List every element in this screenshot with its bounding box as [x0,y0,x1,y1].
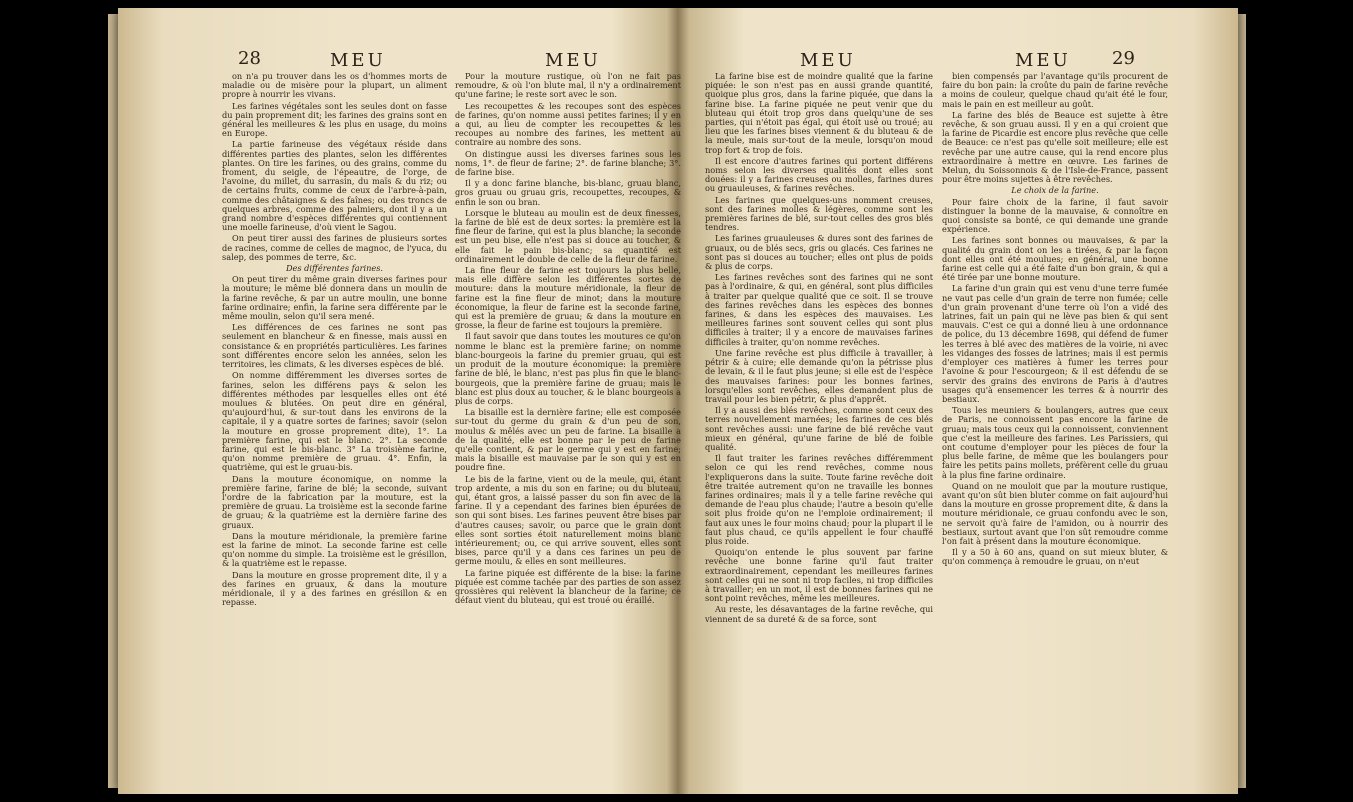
paragraph: La farine d'un grain qui est venu d'une terre fumée ne vaut pas celle d'un grain de terre non fumée; celle d'un grain provenant d'une terre où l'on a vidé des latrines, fait un pain qui ne lève pas bien & qui sent mauvais. C'est ce qui a donné lieu à une ordonnance de police, du 13 décembre 1698, qui défend de fumer les terres à blé avec des matières de la voirie, ni avec les vidanges des fosses de latrines; mais il est permis d'employer ces matières à fumer les terres pour l'avoine & pour l'escourgeon; & il est défendu de se servir des grains des environs de Paris à d'autres usages qu'à ensemencer les terres & à nourrir des bestiaux. [942,283,1168,404]
paragraph: Quand on ne mouloit que par la mouture rustique, avant qu'on sût bien bluter comme on fait aujourd'hui dans la mouture en grosse proprement dite, & dans la mouture méridionale, ce gruau confondu avec le son, ne servoit qu'à faire de l'amidon, ou à nourrir des bestiaux, surtout avant que l'on sût remoudre comme l'on fait à présent dans la mouture économique. [942,480,1168,546]
paragraph: Tous les meuniers & boulangers, autres que ceux de Paris, ne connoissent pas encore la farine de gruau; mais tous ceux qui la connoissent, conviennent que c'est la meilleure des farines. Les Parissiers, qui ont coutume d'employer pour les pièces de four la plus belle farine, de même que les boulangers pour faire les petits pains mollets, préfèrent celle du gruau à la plus fine farine ordinaire. [942,405,1168,480]
left-page-column-2 [455,72,681,762]
paragraph: La farine bise est de moindre qualité que la farine piquée: le son n'est pas en aussi grande quantité, quoique plus gros, dans la farine piquée, que dans la farine bise. La farine piquée ne peut venir que du bluteau qui étoit trop gros dans quelqu'une de ses parties, qui n'étoit pas égal, qui étoit usé ou troué; au lieu que les farines bises viennent & du bluteau & de la meule, mais sur-tout de la meule, lorsqu'on moud trop fort & trop de fois. [705,72,933,155]
paragraph: Il y a 50 à 60 ans, quand on sut mieux bluter, & qu'on commença à remoudre le gruau, on n'eut [942,547,1168,567]
paragraph: On peut tirer aussi des farines de plusieurs sortes de racines, comme de celles de magnoc, de l'yuca, du salep, des pommes de terre, &c. [222,233,447,262]
paragraph: Les farines revêches sont des farines qui ne sont pas à l'ordinaire, & qui, en général, sont plus difficiles à traiter par quelque qualité que ce soit. Il se trouve des farines revêches dans les espèces des bonnes farines, & dans les espèces des mauvaises. Les meilleures farines sont souvent celles qui sont plus difficiles à traiter; il y a encore de mauvaises farines difficiles à traiter, qu'on nomme revêches. [705,272,933,347]
paragraph: On nomme différemment les diverses sortes de farines, selon les différens pays & selon les différentes méthodes par lesquelles elles ont été moulues & blutées. On peut dire en général, qu'aujourd'hui, & sur-tout dans les environs de la capitale, il y a quatre sortes de farines; savoir (selon la mouture en grosse proprement dite), 1°. La première farine, qui est le blanc. 2°. La seconde farine, qui est le bis-blanc. 3° La troisième farine, qu'on nomme première de gruau. 4°. Enfin, la quatrième, qui est le gruau-bis. [222,370,447,473]
paragraph: Les différences de ces farines ne sont pas seulement en blancheur & en finesse, mais aussi en consistance & en propriétés particulières. Les farines sont différentes encore selon les années, selon les territoires, les climats, & les diverses espèces de blé. [222,322,447,370]
paragraph: Les farines que quelques-uns nomment creuses, sont des farines molles & légères, comme sont les premières farines de blé, sur-tout celles des gros blés tendres. [705,194,933,233]
paragraph: Les farines gruauleuses & dures sont des farines de gruaux, ou de blés secs, gris ou glacés. Ces farines ne sont pas si douces au toucher; elles ont plus de poids & plus de corps. [705,233,933,272]
running-head-right-2: MEU [1015,50,1071,71]
right-page-column-1 [705,72,933,762]
paragraph: Il est encore d'autres farines qui portent différens noms selon les diverses qualités dont elles sont douées: il y a farines creuses ou molles, farines dures ou gruauleuses, & farines revêches. [705,155,933,194]
paragraph: Une farine revêche est plus difficile à travailler, à pétrir & à cuire; elle demande qu'on la pétrisse plus de levain, & il le faut plus jeune; si elle est de l'espèce des mauvaises farines: pour les bonnes farines, lorsqu'elles sont revêches, elles demandent plus de travail pour les bien pétrir, & plus d'apprêt. [705,347,933,404]
running-head-left-1: MEU [330,50,386,71]
paragraph: La farine piquée est différente de la bise: la farine piquée est comme tachée par des parties de son assez grossières qui relèvent la blancheur de la farine; ce défaut vient du bluteau, qui est troué ou éraillé. [455,567,681,606]
paragraph: Les recoupettes & les recoupes sont des espèces de farines, qu'on nomme aussi petites farines; il y en a qui, au lieu de compter les recoupettes & les recoupes au nombre des farines, les mettent au contraire au nombre des sons. [455,100,681,148]
left-page-column-1 [222,72,447,762]
paragraph: Le bis de la farine, vient ou de la meule, qui, étant trop ardente, a mis du son en farine; ou du bluteau, qui, étant gros, a laissé passer du son fin avec de la farine. Il y a cependant des farines bien épurées de son qui sont bises. Les farines peuvent être bises par d'autres causes; savoir, ou parce que le grain dont elles sont sorties étoit naturellement moins blanc intérieurement; ou, ce qui arrive souvent, elles sont bises, parce qu'il y a dans ces farines un peu de germe moulu, & elles en sont meilleures. [455,473,681,567]
paragraph: on n'a pu trouver dans les os d'hommes morts de maladie ou de misère pour la plupart, un aliment propre à nourrir les vivans. [222,72,447,100]
page-number-left: 28 [238,48,261,69]
running-head-right-1: MEU [800,50,856,71]
paragraph: Lorsque le bluteau au moulin est de deux finesses, la farine de blé est de deux sortes: la première est la fine fleur de farine, qui est la plus blanche; la seconde est un peu bise, elle n'est pas si douce au toucher, & elle fait le pain bis-blanc; sa quantité est ordinairement le double de celle de la fleur de farine. [455,207,681,264]
paragraph: La farine des blés de Beauce est sujette à être revêche, & son gruau aussi. Il y en a qui croient que la farine de Picardie est encore plus revêche que celle de Beauce: ce n'est pas qu'elle soit meilleure; elle est revêche par une autre cause, qui la rend encore plus extraordinaire à mettre en œuvre. Les farines de Melun, du Soissonnois & de l'Isle-de-France, passent pour être moins sujettes à être revêches. [942,109,1168,185]
paragraph: Il y a aussi des blés revêches, comme sont ceux des terres nouvellement marnées; les farines de ces blés sont revêches aussi: une farine de blé revêche vaut mieux en général, qu'une farine de blé de foible qualité. [705,405,933,452]
paragraph: Il faut savoir que dans toutes les moutures ce qu'on nomme le blanc est la première farine; on nomme blanc-bourgeois la farine du premier gruau, qui est un produit de la mouture économique: la première farine de blé, le blanc, n'est pas plus fin que le blanc-bourgeois, que la première farine de gruau; mais le blanc est plus doux au toucher, & le blanc bourgeois a plus de corps. [455,331,681,406]
paragraph: Dans la mouture en grosse proprement dite, il y a des farines en gruaux, & dans la mouture méridionale, il y a des farines en grésillon & en repasse. [222,569,447,608]
paragraph: Les farines végétales sont les seules dont on fasse du pain proprement dit; les farines des grains sont en général les meilleures & les plus en usage, du moins en Europe. [222,100,447,139]
paragraph: Au reste, les désavantages de la farine revêche, qui viennent de sa dureté & de sa force, sont [705,604,933,624]
running-head-left-2: MEU [545,50,601,71]
paragraph: La fine fleur de farine est toujours la plus belle, mais elle diffère selon les différentes sortes de mouture: dans la mouture méridionale, la fleur de farine est la fine fleur de minot; dans la mouture économique, la fleur de farine est la seconde farine, qui est la première de gruau; & dans la mouture en grosse, la fleur de farine est toujours la première. [455,265,681,331]
paragraph: Il faut traiter les farines revêches différemment selon ce qui les rend revêches, comme nous l'expliquerons dans la suite. Toute farine revêche doit être traitée autrement qu'on ne travaille les bonnes farines ordinaires; mais il y a telle farine revêche qui demande de l'eau plus chaude; l'autre a besoin qu'elle soit plus froide qu'on ne l'emploie ordinairement; il faut aux unes le four moins chaud; pour la plupart il le faut plus chaud, ce qu'ils appellent le four chauffé plus roide. [705,453,933,546]
paragraph: On distingue aussi les diverses farines sous les noms, 1°. de fleur de farine; 2°. de farine blanche; 3°. de farine bise. [455,148,681,178]
right-page-column-2 [942,72,1168,762]
paragraph: bien compensés par l'avantage qu'ils procurent de faire du bon pain: la croûte du pain de farine revêche a moins de couleur, quelque chaud qu'ait été le four, mais le pain en est meilleur au goût. [942,72,1168,109]
paragraph: Dans la mouture économique, on nomme la première farine, farine de blé; la seconde, suivant l'ordre de la fabrication par la mouture, est la première de gruau. La troisième est la seconde farine de gruau; & la quatrième est la dernière farine des gruaux. [222,473,447,530]
paragraph: La partie farineuse des végétaux réside dans différentes parties des plantes, selon les différentes plantes. On tire les farines, ou des grains, comme du froment, du seigle, de l'épeautre, de l'orge, de l'avoine, du millet, du sarrasin, du maïs & du riz; ou de certains fruits, comme de ceux de l'arbre-à-pain, comme des châtaignes & des faînes; ou des troncs de quelques arbres, comme des palmiers, dont il y a un grand nombre d'espèces différentes qui contiennent une moelle farineuse, d'où vient le Sagou. [222,139,447,233]
paragraph: Pour faire choix de la farine, il faut savoir distinguer la bonne de la mauvaise, & connoître en quoi consiste sa bonté, ce qui demande une grande expérience. [942,196,1168,235]
paragraph: La bisaille est la dernière farine; elle est composée sur-tout du germe du grain & d'un peu de son, moulus & mêlés avec un peu de farine. La bisaille a de la qualité, elle est bonne par le peu de farine qu'elle contient, & par le germe qui y est en farine; mais la bisaille est mauvaise par le son qui y est en poudre fine. [455,407,681,473]
paragraph: Dans la mouture méridionale, la première farine est la farine de minot. La seconde farine est celle qu'on nomme du simple. La troisième est le grésillon, & la quatrième est le repasse. [222,530,447,569]
paragraph: Les farines sont bonnes ou mauvaises, & par la qualité du grain dont on les a tirées, & par la façon dont elles ont été moulues; en général, une bonne farine est celle qui a été faite d'un bon grain, & qui a été tirée par une bonne mouture. [942,235,1168,283]
section-heading: Le choix de la farine. [1011,185,1099,196]
paragraph: Pour la mouture rustique, où l'on ne fait pas remoudre, & où l'on blute mal, il n'y a ordinairement qu'une farine; le reste sort avec le son. [455,72,681,100]
section-heading: Des différentes farines. [285,263,384,274]
paragraph: Il y a donc farine blanche, bis-blanc, gruau blanc, gros gruau ou gruau gris, recoupettes, recoupes, & enfin le son ou bran. [455,178,681,207]
paragraph: Quoiqu'on entende le plus souvent par farine revêche une bonne farine qu'il faut traiter extraordinairement, cependant les meilleures farines sont celles qui ne sont ni trop faciles, ni trop difficiles à travailler; en un mot, il est de bonnes farines qui ne sont point revêches, même les meilleures. [705,547,933,604]
paragraph: On peut tirer du même grain diverses farines pour la mouture; le même blé donnera dans un moulin de la farine revêche, & par un autre moulin, une bonne farine ordinaire; enfin, la farine sera différente par le même moulin, selon qu'il sera mené. [222,274,447,322]
page-number-right: 29 [1112,48,1135,69]
